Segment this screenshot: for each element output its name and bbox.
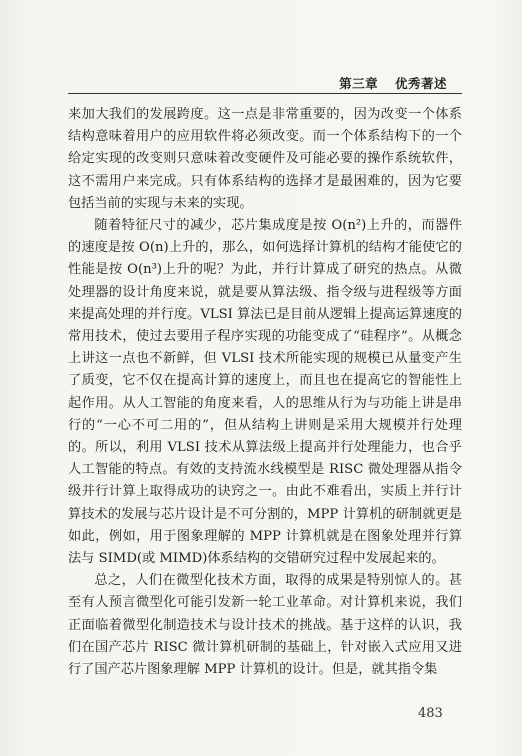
chapter-title: 优秀著述 bbox=[394, 76, 447, 91]
chapter-label: 第三章 bbox=[339, 76, 379, 91]
running-header bbox=[339, 74, 447, 92]
header-rule bbox=[68, 93, 462, 94]
page-number: 483 bbox=[418, 706, 443, 721]
paragraph-2: 随着特征尺寸的减少，芯片集成度是按 O(n²)上升的，而器件的速度是按 O(n)上升的，那么，如何选择计算机的结构才能使它的性能是按 O(n³)上升的呢？为此，并行计算成了研究的热点。从微处理器的设计角度来说，就是要从算法级、指令级与进程级等方面来提高处理的并行度。VLSI 算法已是目前从逻辑上提高运算速度的常用技术，使过去要用子程序实现的功能变成了“硅程序”。从概念上讲这一点也不新鲜，但 VLSI 技术所能实现的规模已从量变产生了质变，它不仅在提高计算的速度上，而且也在提高它的智能性上起作用。从人工智能的角度来看，人的思维从行为与功能上讲是串行的“一心不可二用的”，但从结构上讲则是采用大规模并行处理的。所以，利用 VLSI 技术从算法级上提高并行处理能力，也合乎人工智能的特点。有效的支持流水线模型是 RISC 微处理器从指令级并行计算上取得成功的诀窍之一。由此不难看出，实质上并行计算技术的发展与芯片设计是不可分割的，MPP 计算机的研制就更是如此，例如，用于图象理解的 MPP 计算机就是在图象处理并行算法与 SIMD(或 MIMD)体系结构的交错研究过程中发展起来的。 bbox=[68, 218, 462, 567]
paragraph-3: 总之，人们在微型化技术方面，取得的成果是特别惊人的。甚至有人预言微型化可能引发新一轮工业革命。对计算机来说，我们正面临着微型化制造技术与设计技术的挑战。基于这样的认识，我们在国产芯片 RISC 微计算机研制的基础上，针对嵌入式应用又进行了国产芯片图象理解 MPP 计算机的设计。但是，就其指令集 bbox=[68, 573, 462, 678]
paragraph-1: 来加大我们的发展跨度。这一点是非常重要的，因为改变一个体系结构意味着用户的应用软件将必须改变。而一个体系结构下的一个给定实现的改变则只意味着改变硬件及可能必要的操作系统软件，这不需用户来完成。只有体系结构的选择才是最困难的，因为它要包括当前的实现与未来的实现。 bbox=[68, 107, 462, 211]
body-text bbox=[68, 104, 462, 681]
